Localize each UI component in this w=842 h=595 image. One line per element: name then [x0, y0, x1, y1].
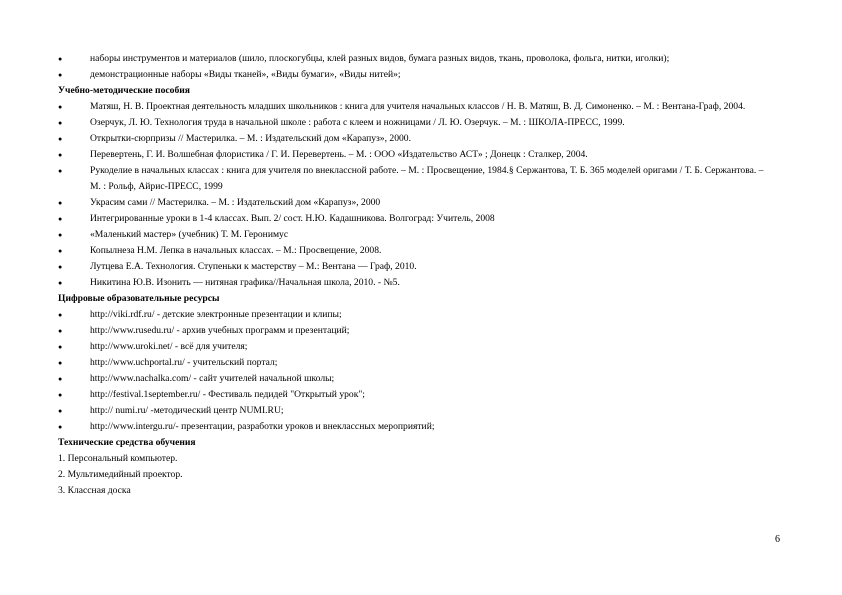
list-item	[58, 355, 770, 371]
resource-link[interactable]: http://www.rusedu.ru/ - архив учебных программ и презентаций;	[90, 325, 350, 336]
list-item	[58, 195, 770, 211]
list-item	[58, 147, 770, 163]
list-item	[58, 419, 770, 435]
list-item	[58, 243, 770, 259]
resource-link[interactable]: http://festival.1september.ru/ - Фестиваль педидей "Открытый урок";	[90, 389, 365, 400]
list-item-text: Открытки-сюрпризы // Мастерилка. – М. : Издательский дом «Карапуз», 2000.	[90, 133, 411, 144]
list-item	[58, 115, 770, 131]
list-item	[58, 211, 770, 227]
bullet-icon: ●	[58, 343, 63, 351]
bullet-icon: ●	[58, 55, 63, 63]
list-item	[58, 323, 770, 339]
section-heading-digital: Цифровые образовательные ресурсы	[58, 293, 220, 304]
section-heading-methodical: Учебно-методические пособия	[58, 85, 190, 96]
bullet-icon: ●	[58, 247, 63, 255]
bullet-icon: ●	[58, 151, 63, 159]
list-item	[58, 51, 770, 67]
list-item	[58, 387, 770, 403]
list-item-text: демонстрационные наборы «Виды тканей», «Виды бумаги», «Виды нитей»;	[90, 69, 401, 80]
list-item-text: Украсим сами // Мастерилка. – М. : Издательский дом «Карапуз», 2000	[90, 197, 381, 208]
bullet-icon: ●	[58, 119, 63, 127]
list-item	[58, 259, 770, 275]
list-item	[58, 307, 770, 323]
list-item	[58, 227, 770, 243]
page-number: 6	[775, 534, 780, 545]
list-item	[58, 403, 770, 419]
bullet-icon: ●	[58, 215, 63, 223]
bullet-icon: ●	[58, 311, 63, 319]
list-item-text: Матяш, Н. В. Проектная деятельность младших школьников : книга для учителя начальных классов / Н. В. Матяш, В. Д. Симоненко. – М. : Вентана-Граф, 2004.	[90, 101, 746, 112]
numbered-item: 1. Персональный компьютер.	[58, 453, 178, 464]
resource-link[interactable]: http://viki.rdf.ru/ - детские электронные презентации и клипы;	[90, 309, 342, 320]
bullet-icon: ●	[58, 423, 63, 431]
resource-link[interactable]: http://www.nachalka.com/ - сайт учителей начальной школы;	[90, 373, 335, 384]
list-item-text: Лутцева Е.А. Технология. Ступеньки к мастерству – М.: Вентана — Граф, 2010.	[90, 261, 417, 272]
list-item-text: Интегрированные уроки в 1-4 классах. Вып. 2/ сост. Н.Ю. Кадашникова. Волгоград: Учитель, 2008	[90, 213, 495, 224]
bullet-icon: ●	[58, 279, 63, 287]
list-item-text: «Маленький мастер» (учебник) Т. М. Геронимус	[90, 229, 289, 240]
bullet-icon: ●	[58, 135, 63, 143]
list-item	[58, 163, 770, 195]
resource-link[interactable]: http://www.intergu.ru/- презентации, разработки уроков и внеклассных мероприятий;	[90, 421, 435, 432]
list-item	[58, 99, 770, 115]
resource-link[interactable]: http://www.uchportal.ru/ - учительский портал;	[90, 357, 278, 368]
bullet-icon: ●	[58, 391, 63, 399]
bullet-icon: ●	[58, 327, 63, 335]
list-item	[58, 275, 770, 291]
list-item	[58, 339, 770, 355]
section-heading-tech: Технические средства обучения	[58, 437, 196, 448]
list-item-text: Никитина Ю.В. Изонить — нитяная графика//Начальная школа, 2010. - №5.	[90, 277, 400, 288]
page-content	[58, 51, 770, 499]
bullet-icon: ●	[58, 263, 63, 271]
list-item-text: Рукоделие в начальных классах : книга для учителя по внеклассной работе. – М. : Просвещение, 1984.§ Сержантова, Т. Б. 365 моделей оригами / Т. Б. Сержантова. – М. : Рольф, Айрис-ПРЕСС, 1999	[90, 165, 764, 192]
bullet-icon: ●	[58, 71, 63, 79]
list-item-text: Перевертень, Г. И. Волшебная флористика / Г. И. Перевертень. – М. : ООО «Издательство АСТ» ; Донецк : Сталкер, 2004.	[90, 149, 588, 160]
list-item	[58, 67, 770, 83]
list-item	[58, 131, 770, 147]
bullet-icon: ●	[58, 231, 63, 239]
numbered-item: 3. Классная доска	[58, 485, 131, 496]
resource-link[interactable]: http:// numi.ru/ -методический центр NUMI.RU;	[90, 405, 284, 416]
list-item-text: наборы инструментов и материалов (шило, плоскогубцы, клей разных видов, бумага разных видов, ткань, проволока, фольга, нитки, иголки);	[90, 53, 670, 64]
bullet-icon: ●	[58, 407, 63, 415]
bullet-icon: ●	[58, 359, 63, 367]
list-item	[58, 371, 770, 387]
bullet-icon: ●	[58, 167, 63, 175]
bullet-icon: ●	[58, 103, 63, 111]
list-item-text: Копылнеза Н.М. Лепка в начальных классах. – М.: Просвещение, 2008.	[90, 245, 382, 256]
numbered-item: 2. Мультимедийный проектор.	[58, 469, 183, 480]
resource-link[interactable]: http://www.uroki.net/ - всё для учителя;	[90, 341, 248, 352]
list-item-text: Озерчук, Л. Ю. Технология труда в начальной школе : работа с клеем и ножницами / Л. Ю. Озерчук. – М. : ШКОЛА-ПРЕСС, 1999.	[90, 117, 625, 128]
bullet-icon: ●	[58, 375, 63, 383]
bullet-icon: ●	[58, 199, 63, 207]
